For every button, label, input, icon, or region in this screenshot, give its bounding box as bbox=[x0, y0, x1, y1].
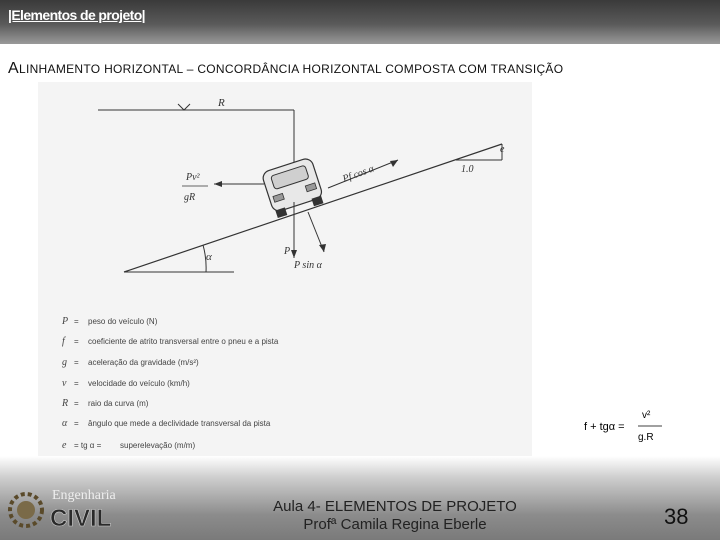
legend-symbol: f bbox=[62, 336, 65, 347]
legend-eq: = bbox=[74, 399, 79, 408]
legend-desc: coeficiente de atrito transversal entre o pneu e a pista bbox=[88, 337, 279, 346]
page-number: 38 bbox=[664, 504, 689, 529]
formula-svg bbox=[582, 406, 672, 446]
label-e: e bbox=[500, 144, 505, 155]
top-bar bbox=[0, 0, 720, 44]
logo-text-line2: CIVIL bbox=[50, 505, 112, 532]
car-drawing bbox=[261, 157, 325, 219]
legend-desc: aceleração da gravidade (m/s²) bbox=[88, 358, 199, 367]
label-gR: gR bbox=[184, 192, 196, 203]
slide-section-title: |Elementos de projeto| bbox=[8, 7, 145, 23]
gear-hub-icon bbox=[17, 501, 35, 519]
legend-desc: ângulo que mede a declividade transversal da pista bbox=[88, 419, 271, 428]
label-R: R bbox=[218, 97, 225, 109]
footer-professor: Profª Camila Regina Eberle bbox=[303, 516, 487, 533]
legend-symbol: v bbox=[62, 378, 67, 389]
label-pf-cos: Pf cos α bbox=[341, 163, 376, 185]
legend-desc: peso do veículo (N) bbox=[88, 317, 158, 326]
logo-text-line1: Engenharia bbox=[52, 488, 116, 503]
radius-break-mark bbox=[178, 104, 190, 110]
logo-svg bbox=[4, 484, 134, 540]
formula bbox=[582, 406, 672, 446]
label-slope: 1.0 bbox=[461, 164, 474, 175]
engenharia-civil-logo bbox=[4, 484, 134, 540]
legend bbox=[61, 316, 279, 451]
legend-eq: = bbox=[74, 317, 79, 326]
label-p-sin: P sin α bbox=[294, 260, 322, 271]
legend-eq: = bbox=[74, 358, 79, 367]
arrow-head bbox=[214, 181, 222, 187]
scanned-figure bbox=[38, 82, 532, 456]
arrow-head bbox=[319, 244, 326, 252]
label-alpha: α bbox=[206, 251, 212, 263]
legend-symbol: R bbox=[62, 398, 69, 409]
legend-desc: raio da curva (m) bbox=[88, 399, 149, 408]
heading-text: LINHAMENTO HORIZONTAL – CONCORDÂNCIA HORIZONTAL COMPOSTA COM TRANSIÇÃO bbox=[18, 62, 564, 76]
legend-desc: velocidade do veículo (km/h) bbox=[88, 379, 190, 388]
label-pv2: Pv² bbox=[186, 172, 200, 183]
arrow-head bbox=[291, 250, 297, 258]
footer-text bbox=[230, 498, 560, 534]
legend-symbol: P bbox=[62, 316, 69, 327]
legend-symbol: α bbox=[62, 418, 68, 429]
arrow-head bbox=[390, 160, 398, 167]
legend-symbol: g bbox=[62, 357, 67, 368]
legend-desc: superelevação (m/m) bbox=[120, 441, 196, 450]
legend-eq: = bbox=[74, 337, 79, 346]
force-diagram bbox=[38, 82, 532, 456]
legend-eq: = bbox=[74, 419, 79, 428]
legend-symbol: e bbox=[62, 440, 67, 451]
formula-denominator: g.R bbox=[638, 432, 654, 443]
heading-initial: A bbox=[8, 60, 19, 77]
formula-numerator: v² bbox=[642, 410, 651, 421]
legend-eq: = bbox=[74, 379, 79, 388]
label-P: P bbox=[284, 246, 291, 257]
legend-eq: = tg α = bbox=[74, 441, 102, 450]
formula-lhs: f + tgα = bbox=[584, 421, 625, 433]
slide-heading bbox=[8, 60, 563, 78]
footer-course: Aula 4- ELEMENTOS DE PROJETO bbox=[273, 498, 517, 515]
